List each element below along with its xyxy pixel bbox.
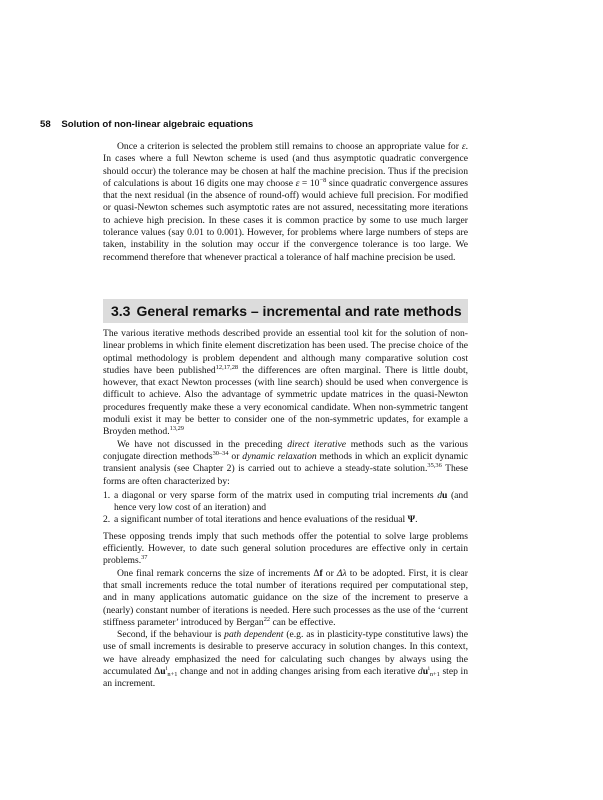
section-number: 3.3 <box>111 303 131 319</box>
paragraph: Once a criterion is selected the problem still remains to choose an appropriate value for ε. In cases where a full Newton scheme is used (and thus asymptotic quadratic convergence should occur) the tolerance may be chosen at half the machine precision. Thus if the precision of calculations is about 16 digits one may choose $\varepsilon = 10^{-8}$ since quadratic convergence assures that the next residual (in the absence of round-off) would achieve full precision. For modified or quasi-Newton schemes such asymptotic rates are not assured, necessitating more iterations to achieve high precision. In these cases it is common practice by some to use much larger tolerance values (say 0.01 to 0.001). However, for problems where large numbers of steps are taken, instability in the solution may occur if the convergence tolerance is too large. We recommend therefore that whenever practical a tolerance of half machine precision be used. <box>103 141 468 263</box>
paragraph: One final remark concerns the size of increments Δf or Δλ to be adopted. First, it is clear that small increments reduce the total number of iterations required per computational step, and in many applications automatic guidance on the size of the increment to preserve a (nearly) constant number of iterations is needed. Here such processes as the use of the ‘current stiffness parameter’ introduced by Bergan$^{22}$ can be effective. <box>103 567 468 628</box>
emphasis: dynamic relaxation <box>242 450 317 462</box>
citation: 30–34 <box>212 449 229 457</box>
citation: 37 <box>141 554 148 562</box>
section-heading <box>103 299 468 323</box>
emphasis: path dependent <box>224 629 284 641</box>
epsilon-symbol: ε <box>461 141 466 152</box>
citation: 13,29 <box>169 425 185 433</box>
section-title: General remarks – incremental and rate methods <box>136 303 462 319</box>
citation: 35,36 <box>427 462 442 470</box>
chapter-title: Solution of non-linear algebraic equations <box>61 119 254 130</box>
list-item: 2. a significant number of total iterations and hence evaluations of the residual Ψ. <box>103 514 418 526</box>
characteristics-list <box>103 490 468 527</box>
running-head <box>40 119 253 130</box>
citation: 12,17,28 <box>215 363 239 371</box>
emphasis: direct iterative <box>287 438 346 450</box>
paragraph: Second, if the behaviour is path dependent (e.g. as in plasticity-type constitutive laws) the use of small increments is desirable to preserve accuracy in solution changes. In this context, we have already emphasized the need for calculating such changes by always using the accumulated $\Delta u^i_{n+1}$ change and not in adding changes arising from each iterative $du^i_{n+1}$ step in an increment. <box>103 629 468 690</box>
paragraph: These opposing trends imply that such methods offer the potential to solve large problems efficiently. However, to date such general solution procedures are effective only in certain problems.$^{37}$ <box>103 530 468 567</box>
citation: 22 <box>263 615 271 623</box>
page-number: 58 <box>40 119 51 130</box>
paragraph: We have not discussed in the preceding direct iterative methods such as the various conjugate direction methods$^{30-34}$ or dynamic relaxation methods in which an explicit dynamic transient analysis (see Chapter 2) is carried out to achieve a steady-state solution.$^{35,36}$ These forms are often characterized by: <box>103 438 469 487</box>
intro-text <box>103 141 468 264</box>
list-item: 1. a diagonal or very sparse form of the matrix used in computing trial increments du (and hence very low cost of an iteration) and <box>103 489 468 514</box>
paragraph: The various iterative methods described provide an essential tool kit for the solution of non-linear problems in which finite element discretization has been used. The precise choice of the optimal methodology is problem dependent and although many comparative solution cost studies have been published$^{12,17,28}$ the differences are often marginal. There is little doubt, however, that exact Newton processes (with line search) should be used when convergence is difficult to achieve. Also the advantage of symmetric update matrices in the quasi-Newton procedures frequently make these a very economical candidate. When non-symmetric tangent moduli exist it may be better to consider one of the non-symmetric updates, for example a Broyden method.$^{13,29}$ <box>103 328 469 438</box>
epsilon-symbol: ε <box>295 177 300 189</box>
section-body <box>103 328 468 691</box>
